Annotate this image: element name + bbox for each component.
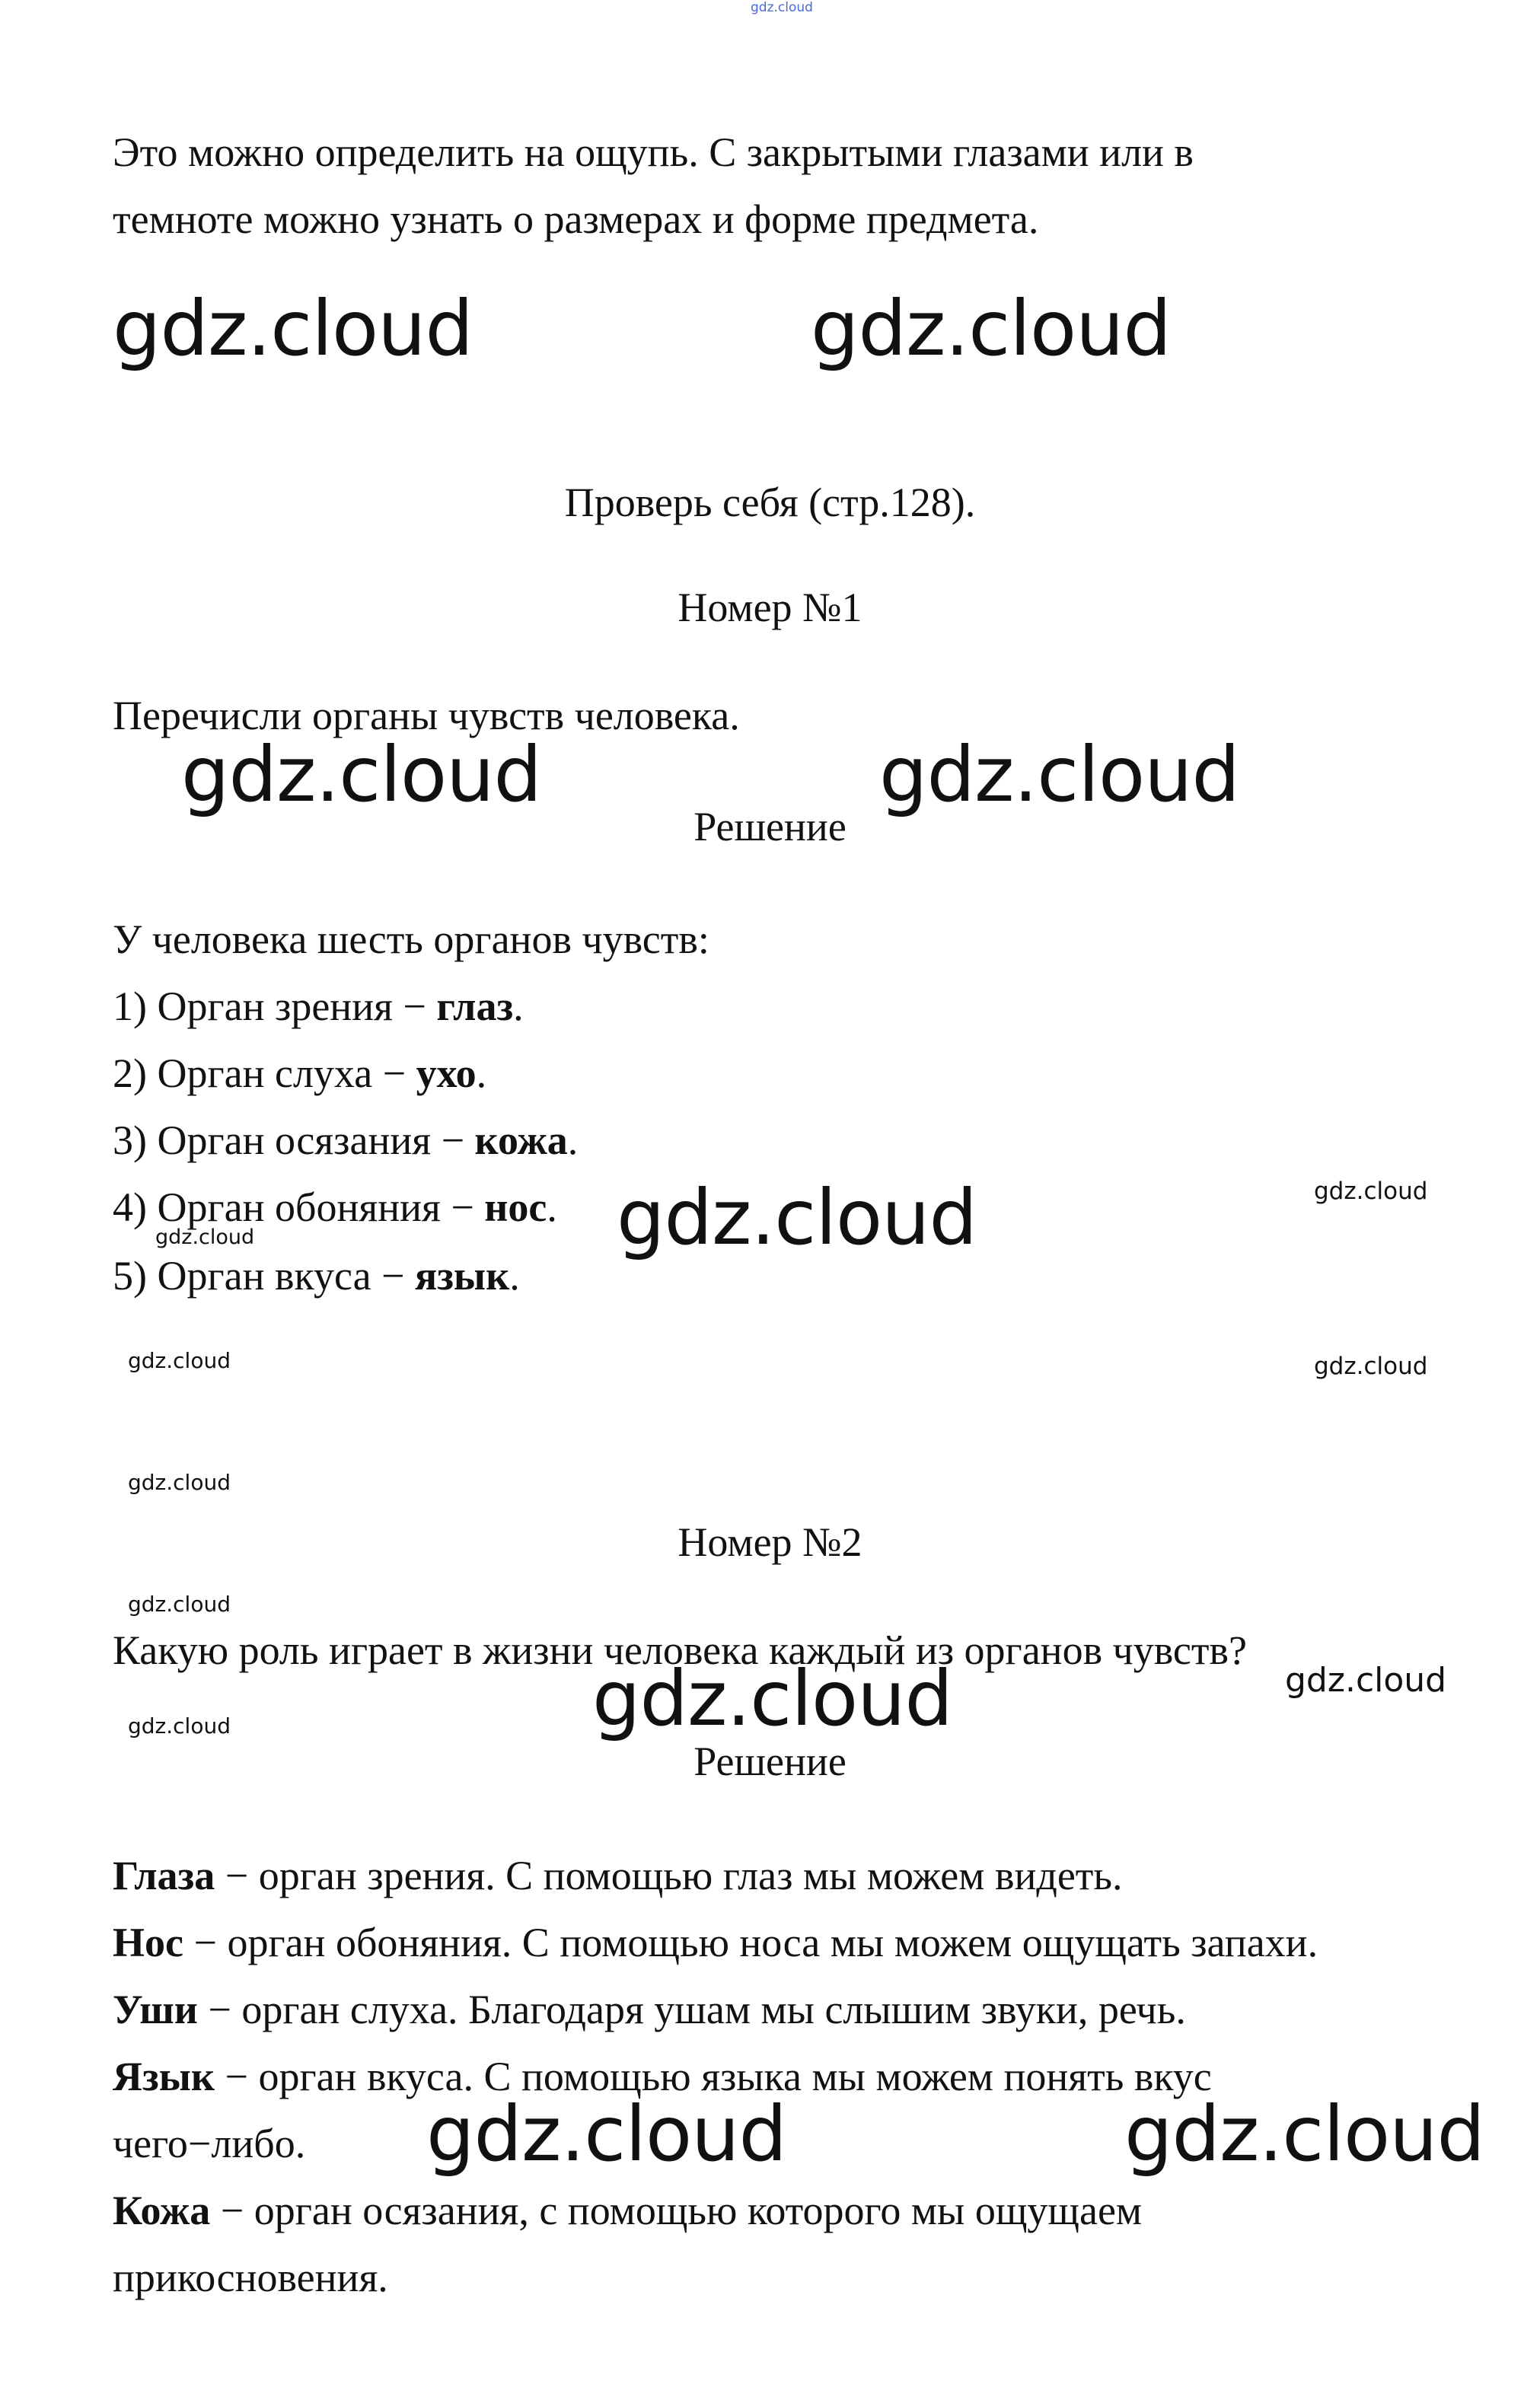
intro-line-1: Это можно определить на ощупь. С закрытыми глазами или в: [113, 129, 1194, 175]
task2-number: Номер №2: [678, 1519, 862, 1565]
watermark-big: gdz.cloud: [592, 1654, 953, 1743]
watermark-big: gdz.cloud: [617, 1173, 977, 1262]
watermark-small: gdz.cloud: [1314, 1178, 1428, 1205]
task1-item: 4) Орган обоняния − нос.: [113, 1184, 557, 1230]
task1-question: Перечисли органы чувств человека.: [113, 693, 740, 738]
watermark-small: gdz.cloud: [128, 1713, 231, 1739]
task1-solution-label: Решение: [693, 804, 847, 849]
task2-answer-continuation: прикосновения.: [113, 2255, 388, 2300]
task2-answer-continuation: чего−либо.: [113, 2121, 306, 2166]
task1-item: 1) Орган зрения − глаз.: [113, 983, 524, 1029]
task2-answer: Глаза − орган зрения. С помощью глаз мы можем видеть.: [113, 1853, 1123, 1898]
task1-number: Номер №1: [678, 585, 862, 630]
task2-answer: Нос − орган обоняния. С помощью носа мы можем ощущать запахи.: [113, 1920, 1318, 1965]
watermark-small: gdz.cloud: [128, 1592, 231, 1617]
task2-answer: Кожа − орган осязания, с помощью которого мы ощущаем: [113, 2188, 1143, 2233]
task1-item: 2) Орган слуха − ухо.: [113, 1050, 487, 1096]
watermark-big: gdz.cloud: [113, 284, 473, 373]
watermark-big: gdz.cloud: [879, 730, 1240, 819]
watermark-mid: gdz.cloud: [1285, 1661, 1447, 1700]
task1-item: 3) Орган осязания − кожа.: [113, 1117, 579, 1163]
section-title: Проверь себя (стр.128).: [564, 480, 976, 525]
watermark-big: gdz.cloud: [811, 284, 1172, 373]
task2-answer: Уши − орган слуха. Благодаря ушам мы слышим звуки, речь.: [113, 1987, 1186, 2032]
task1-answer-intro: У человека шесть органов чувств:: [113, 916, 709, 962]
watermark-small: gdz.cloud: [1314, 1353, 1428, 1380]
watermark-small: gdz.cloud: [128, 1348, 231, 1373]
watermark-small: gdz.cloud: [155, 1225, 255, 1249]
task1-item: 5) Орган вкуса − язык.: [113, 1253, 520, 1299]
task2-solution-label: Решение: [693, 1739, 847, 1784]
intro-line-2: темноте можно узнать о размерах и форме предмета.: [113, 196, 1039, 242]
header-watermark: gdz.cloud: [751, 0, 813, 15]
watermark-big: gdz.cloud: [1124, 2089, 1485, 2178]
watermark-big: gdz.cloud: [426, 2089, 787, 2178]
task2-question: Какую роль играет в жизни человека каждый из органов чувств?: [113, 1627, 1247, 1673]
watermark-big: gdz.cloud: [181, 730, 542, 819]
task2-answer: Язык − орган вкуса. С помощью языка мы можем понять вкус: [113, 2054, 1212, 2099]
watermark-small: gdz.cloud: [128, 1470, 231, 1495]
